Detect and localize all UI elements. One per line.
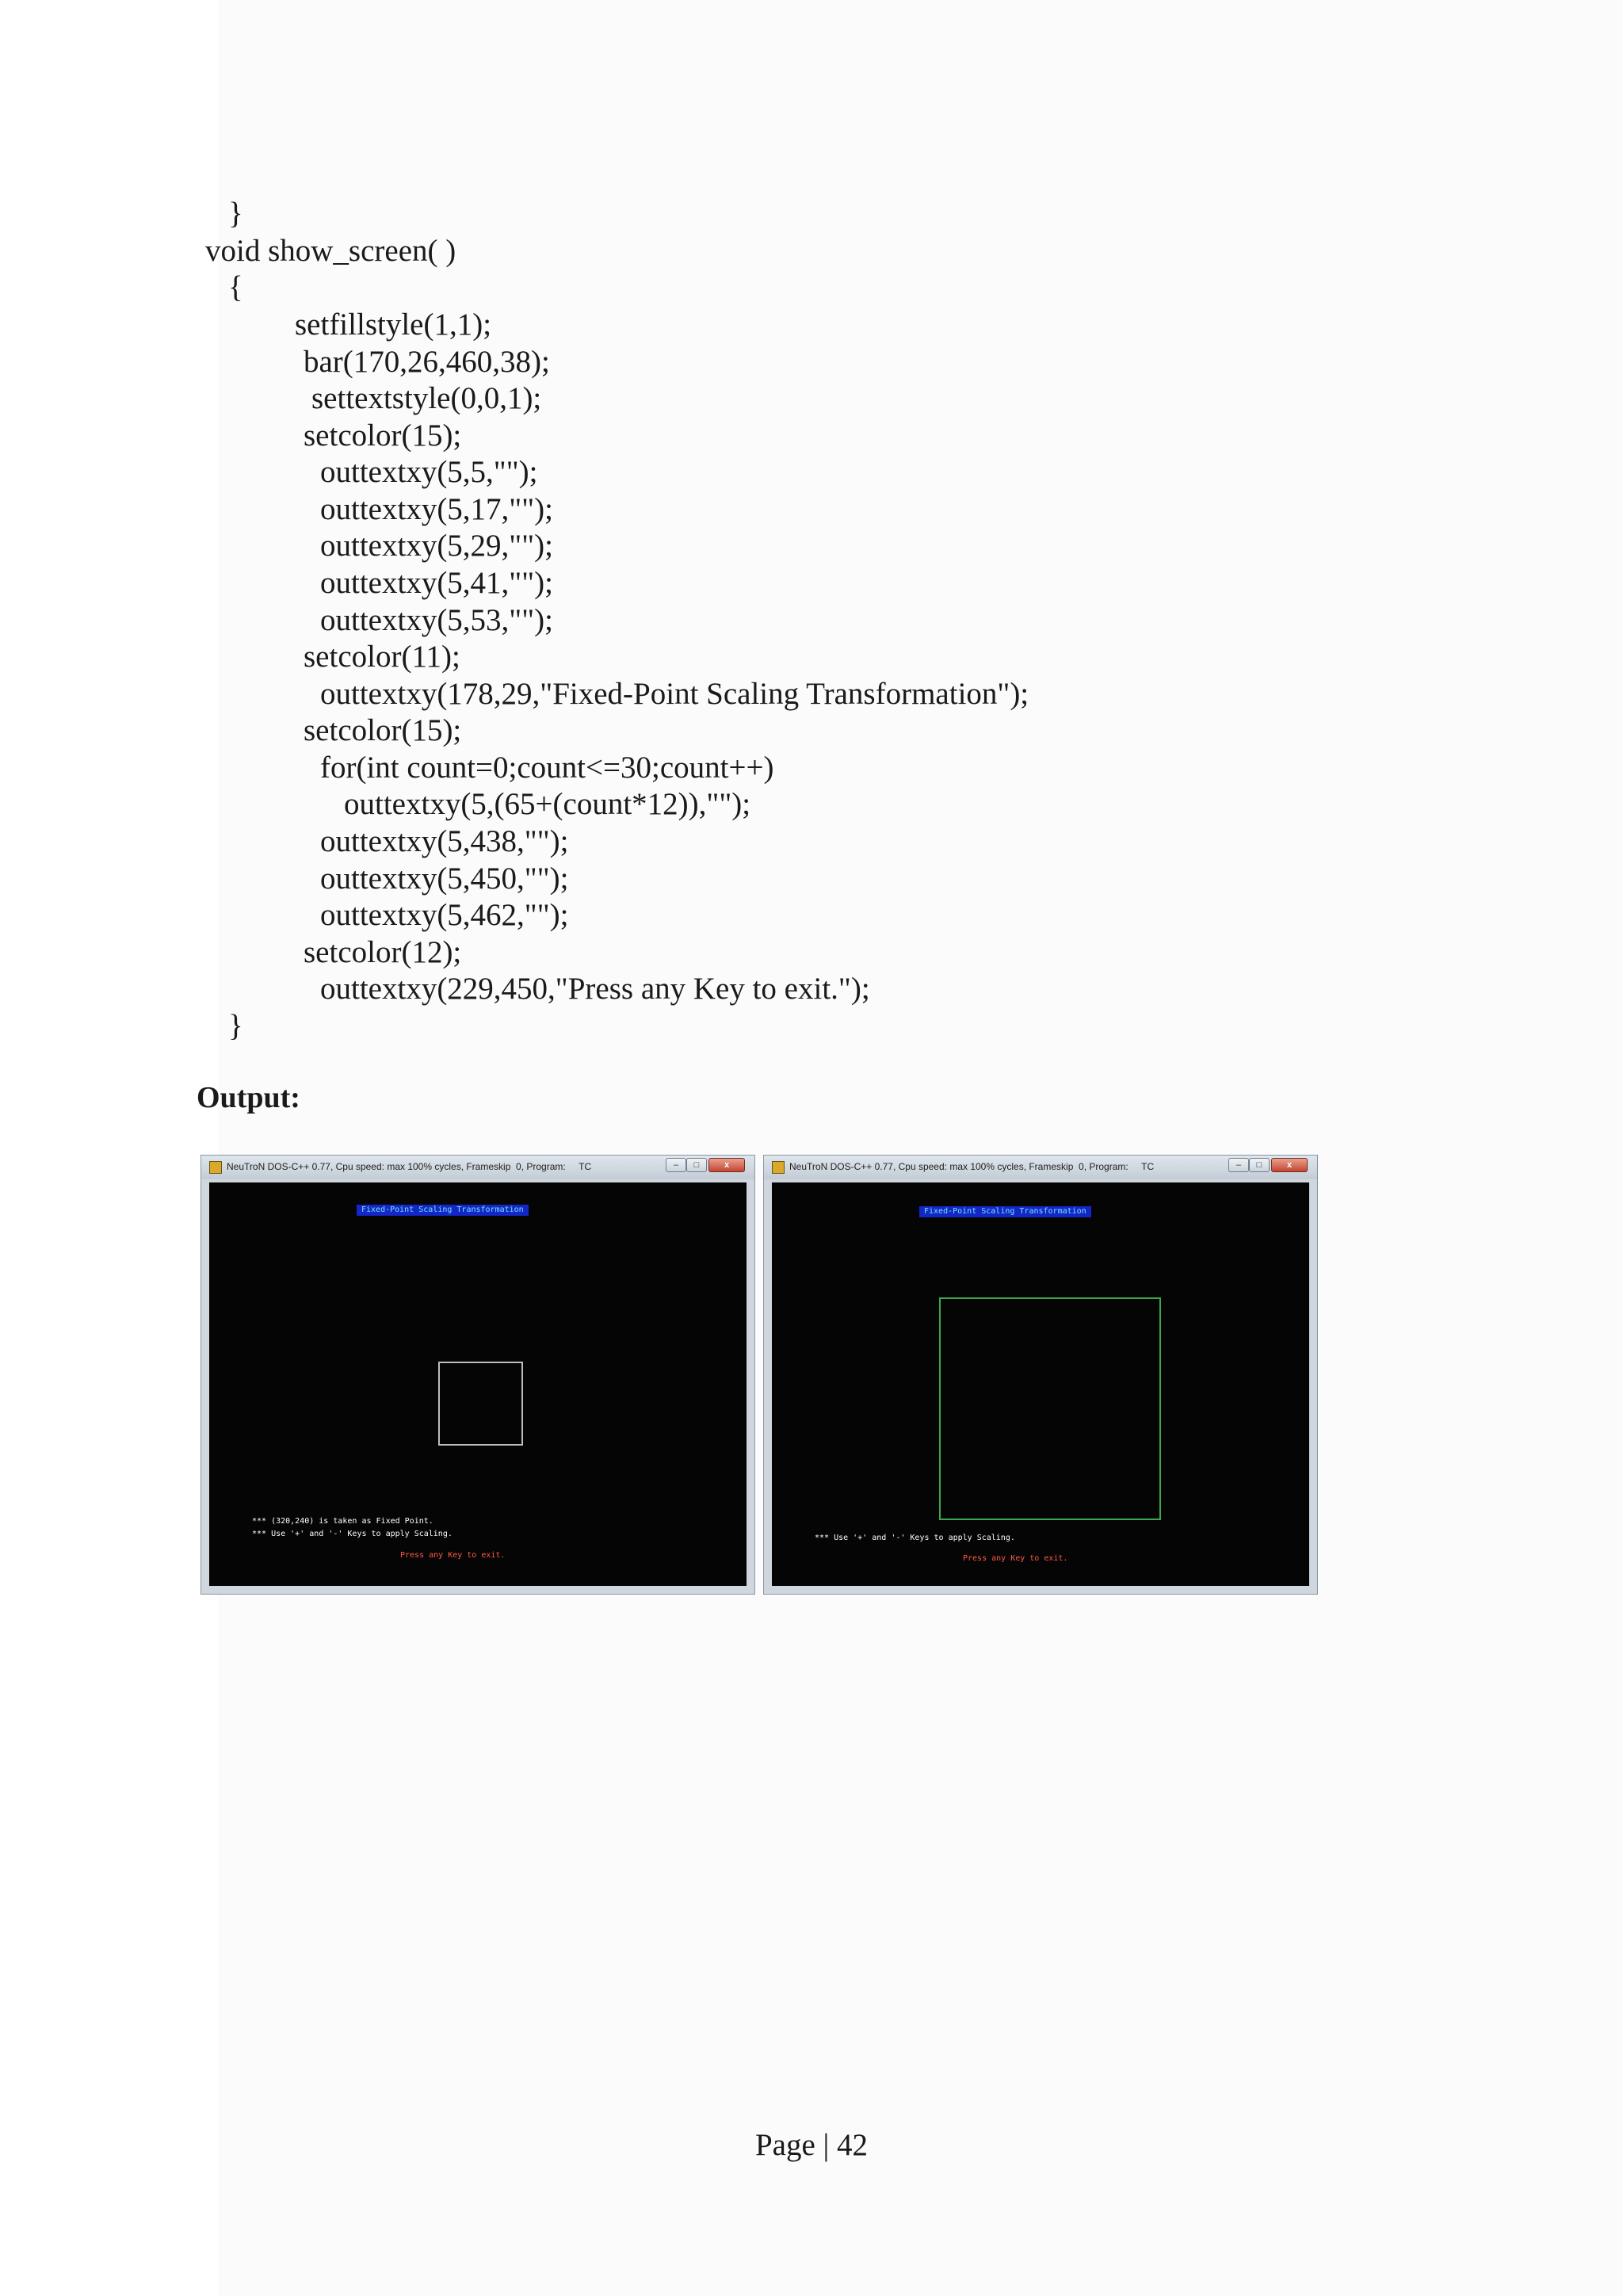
code-line: for(int count=0;count<=30;count++) bbox=[320, 751, 774, 785]
code-line: outtextxy(5,(65+(count*12)),""); bbox=[344, 787, 751, 821]
maximize-button[interactable]: □ bbox=[1249, 1158, 1270, 1172]
maximize-button[interactable]: □ bbox=[686, 1158, 707, 1172]
info-line: *** (320,240) is taken as Fixed Point. bbox=[252, 1517, 433, 1526]
code-line: setcolor(12); bbox=[304, 935, 462, 969]
dosbox-app-icon bbox=[772, 1161, 785, 1174]
close-button[interactable]: x bbox=[708, 1158, 745, 1172]
close-button[interactable]: x bbox=[1271, 1158, 1308, 1172]
output-heading: Output: bbox=[197, 1081, 300, 1114]
window-titlebar bbox=[201, 1156, 754, 1179]
minimize-button[interactable]: – bbox=[1228, 1158, 1249, 1172]
exit-prompt: Press any Key to exit. bbox=[400, 1551, 506, 1560]
code-line: { bbox=[228, 270, 243, 304]
code-line: } bbox=[228, 197, 243, 231]
dos-screen bbox=[209, 1182, 747, 1586]
code-line: outtextxy(229,450,"Press any Key to exit."); bbox=[320, 972, 870, 1006]
code-line: outtextxy(5,462,""); bbox=[320, 898, 569, 932]
code-line: outtextxy(5,438,""); bbox=[320, 824, 569, 858]
code-line: outtextxy(5,5,""); bbox=[320, 455, 538, 489]
large-square bbox=[939, 1297, 1161, 1520]
code-line: settextstyle(0,0,1); bbox=[311, 381, 542, 415]
minimize-button[interactable]: – bbox=[666, 1158, 686, 1172]
code-line: setcolor(15); bbox=[304, 713, 462, 747]
exit-prompt: Press any Key to exit. bbox=[963, 1554, 1068, 1563]
code-line: outtextxy(5,53,""); bbox=[320, 603, 553, 637]
code-line: outtextxy(178,29,"Fixed-Point Scaling Transformation"); bbox=[320, 677, 1029, 711]
info-line: *** Use '+' and '-' Keys to apply Scaling. bbox=[815, 1534, 1015, 1542]
code-line: bar(170,26,460,38); bbox=[304, 345, 550, 379]
code-line: void show_screen( ) bbox=[205, 234, 456, 268]
window-title: NeuTroN DOS-C++ 0.77, Cpu speed: max 100% cycles, Frameskip 0, Program: TC bbox=[227, 1161, 592, 1172]
code-line: } bbox=[228, 1009, 243, 1043]
info-line: *** Use '+' and '-' Keys to apply Scaling. bbox=[252, 1530, 453, 1538]
output-screenshot-1 bbox=[200, 1155, 755, 1595]
page-number: Page | 42 bbox=[754, 2128, 869, 2162]
code-line: setcolor(15); bbox=[304, 418, 462, 453]
code-line: setfillstyle(1,1); bbox=[295, 308, 492, 342]
window-title: NeuTroN DOS-C++ 0.77, Cpu speed: max 100% cycles, Frameskip 0, Program: TC bbox=[789, 1161, 1155, 1172]
dos-screen bbox=[772, 1182, 1309, 1586]
title-banner: Fixed-Point Scaling Transformation bbox=[919, 1206, 1091, 1217]
title-banner: Fixed-Point Scaling Transformation bbox=[357, 1205, 529, 1216]
window-titlebar bbox=[764, 1156, 1317, 1179]
code-line: outtextxy(5,29,""); bbox=[320, 529, 553, 563]
code-line: outtextxy(5,41,""); bbox=[320, 566, 553, 600]
dosbox-app-icon bbox=[209, 1161, 222, 1174]
code-line: outtextxy(5,450,""); bbox=[320, 861, 569, 896]
output-screenshot-2 bbox=[763, 1155, 1318, 1595]
small-square bbox=[438, 1362, 523, 1446]
code-line: outtextxy(5,17,""); bbox=[320, 492, 553, 526]
code-line: setcolor(11); bbox=[304, 640, 460, 674]
